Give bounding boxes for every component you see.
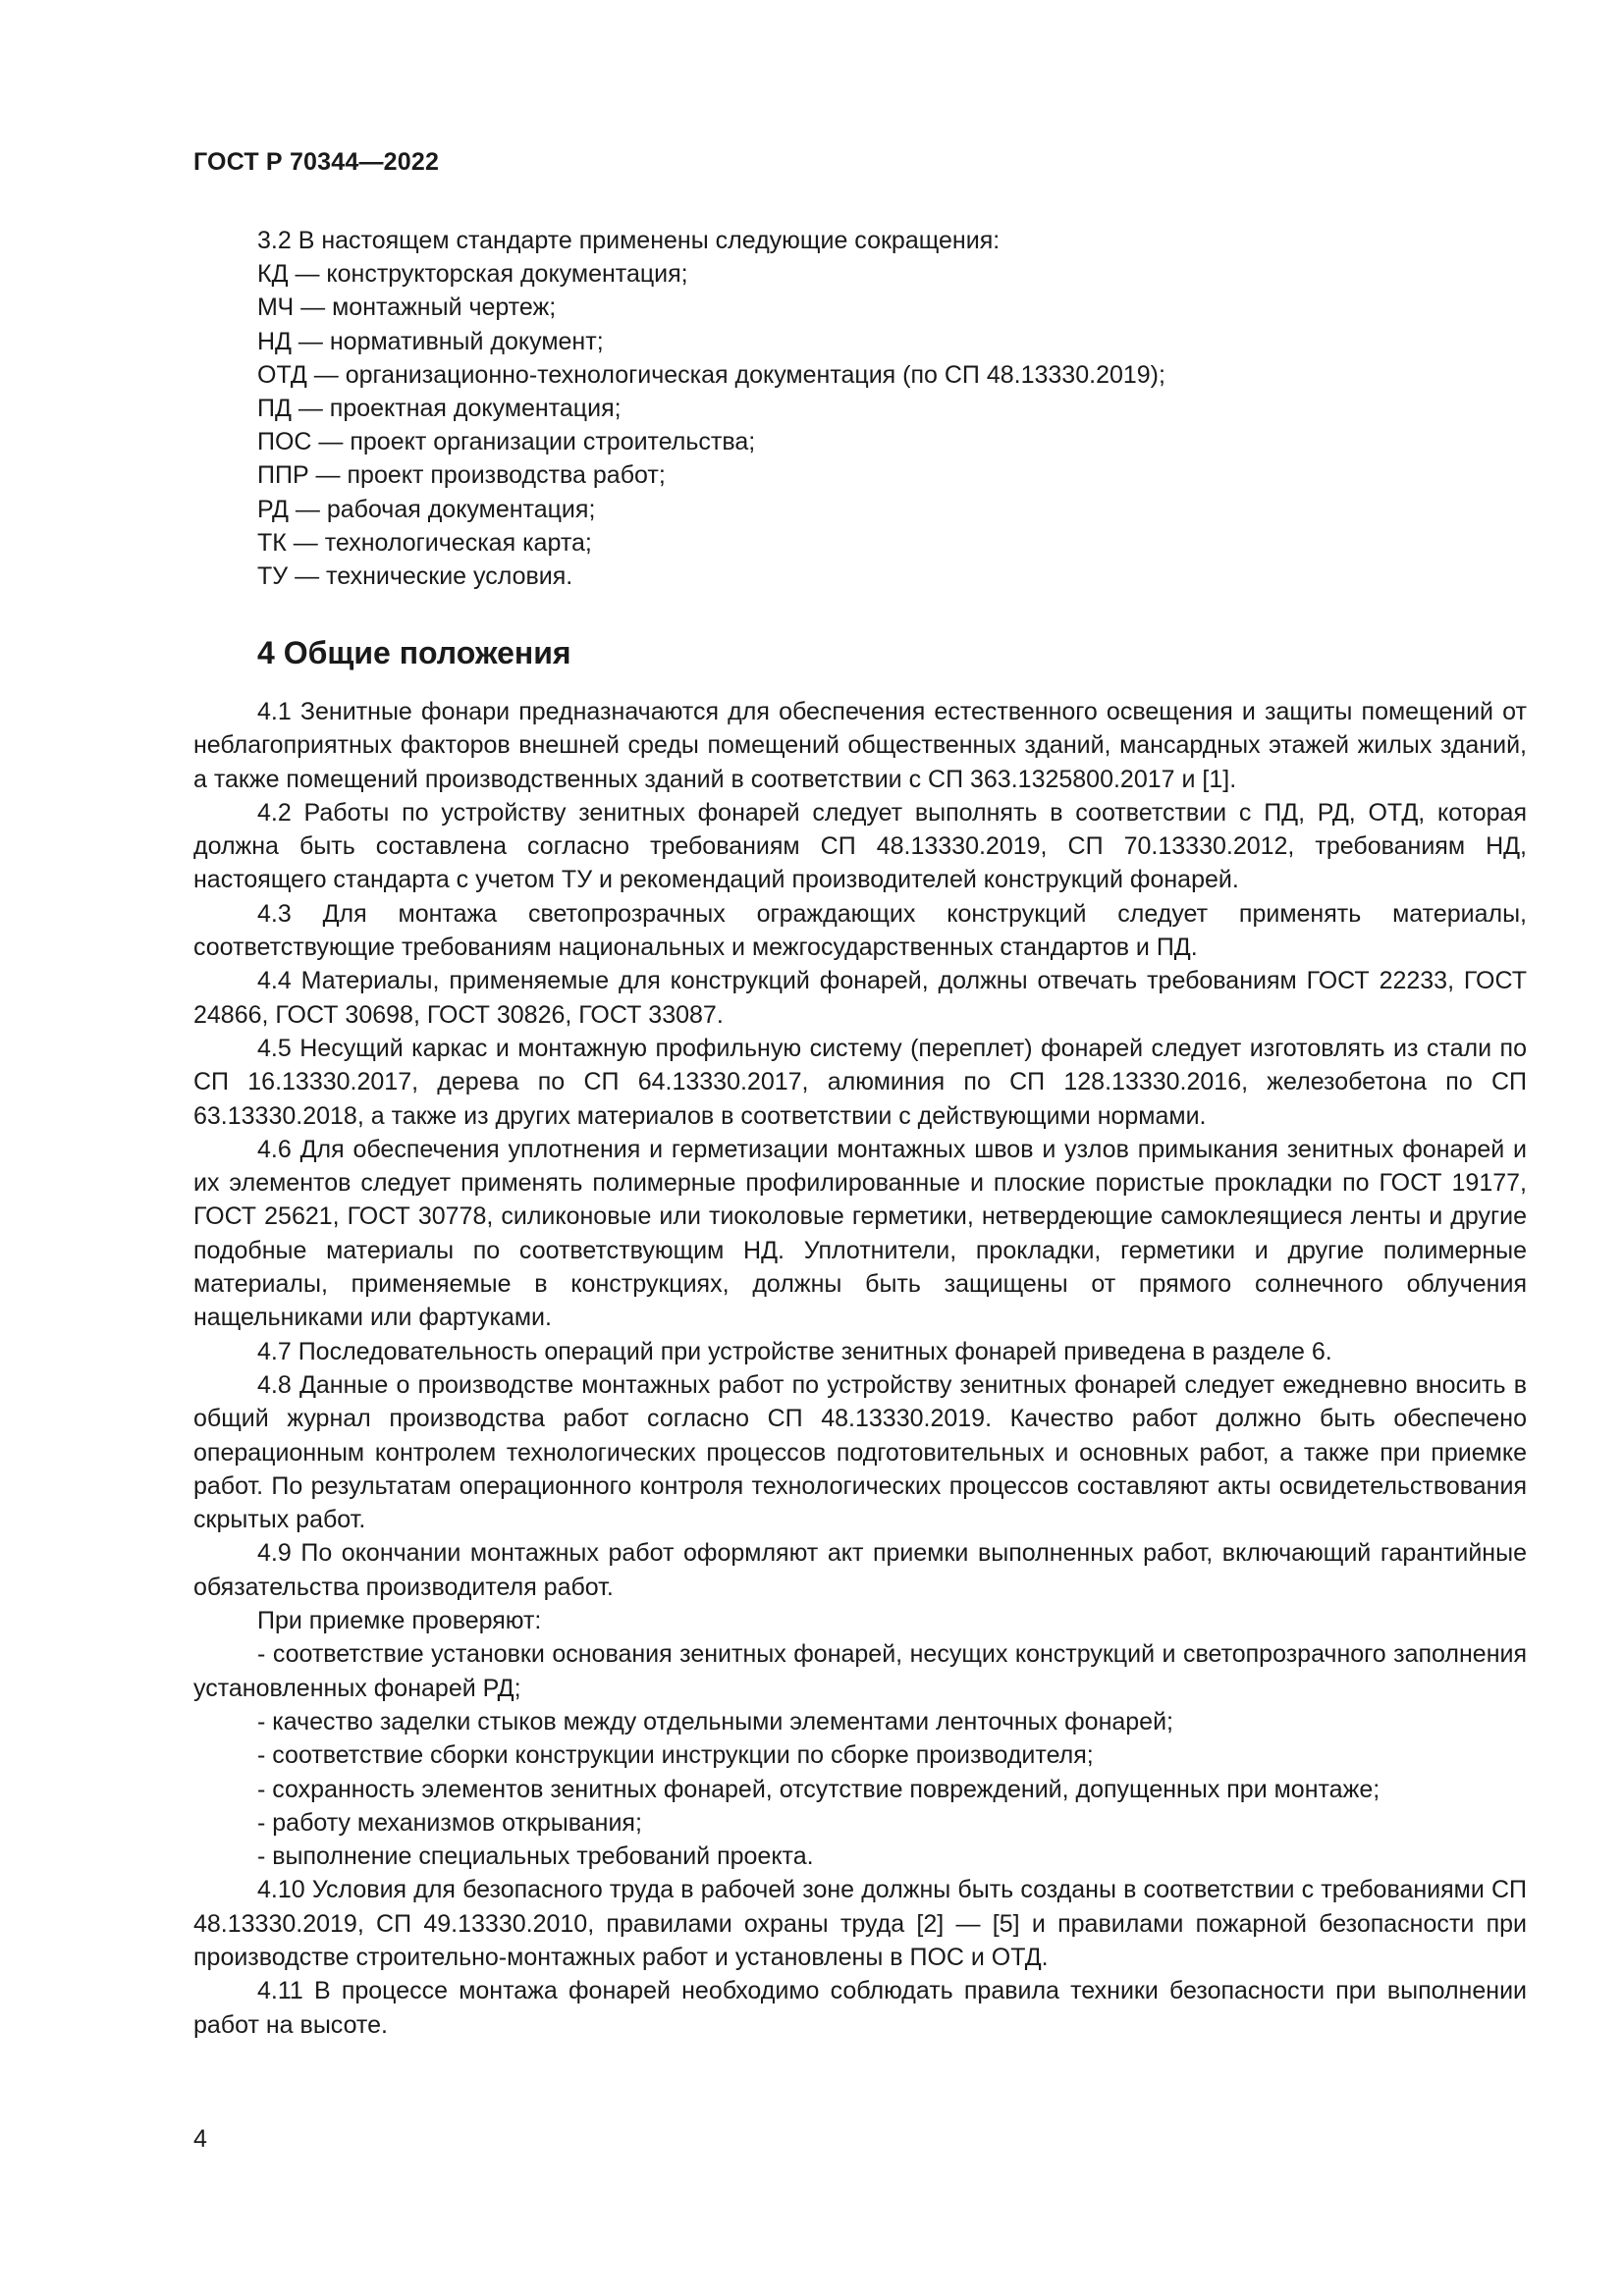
abbreviation-item: ПОС — проект организации строительства; [257,428,756,456]
paragraph-4-1: 4.1 Зенитные фонари предназначаются для обеспечения естественного освещения и защиты помещений от неблагоприятных факторов внешней среды помещений общественных зданий, мансардных этажей жилых зданий, а также помещений производственных зданий в соответствии с СП 363.1325800.2017 и [1]. [193,698,1527,793]
abbreviations-list [257,224,1534,593]
abbreviation-item: КД — конструкторская документация; [257,260,688,289]
abbreviation-item: МЧ — монтажный чертеж; [257,294,557,322]
standard-header: ГОСТ Р 70344—2022 [193,148,440,176]
paragraph-4-4: 4.4 Материалы, применяемые для конструкций фонарей, должны отвечать требованиям ГОСТ 22233, ГОСТ 24866, ГОСТ 30698, ГОСТ 30826, ГОСТ 33087. [193,967,1527,1029]
abbreviation-item: РД — рабочая документация; [257,495,596,523]
abbreviation-item: ТК — технологическая карта; [257,528,592,557]
paragraph-4-2: 4.2 Работы по устройству зенитных фонарей следует выполнять в соответствии с ПД, РД, ОТД, которая должна быть составлена согласно требованиям СП 48.13330.2019, СП 70.13330.2012, требованиям НД, настоящего стандарта с учетом ТУ и рекомендаций производителей конструкций фонарей. [193,798,1527,894]
section-title: 4 Общие положения [257,635,571,670]
abbreviation-item: ТУ — технические условия. [257,562,573,591]
abbreviation-item: ППР — проект производства работ; [257,461,666,490]
section-body [193,695,1527,2042]
paragraph-4-5: 4.5 Несущий каркас и монтажную профильную систему (переплет) фонарей следует изготовлять из стали по СП 16.13330.2017, дерева по СП 64.13330.2017, алюминия по СП 128.13330.2016, железобетона по СП 63.13330.2018, а также из других материалов в соответствии с действующими нормами. [193,1034,1527,1130]
paragraph-4-9: 4.9 По окончании монтажных работ оформляют акт приемки выполненных работ, включающий гарантийные обязательства производителя работ. [193,1539,1527,1601]
paragraph-4-6: 4.6 Для обеспечения уплотнения и герметизации монтажных швов и узлов примыкания зенитных фонарей и их элементов следует применять полимерные профилированные и плоские пористые прокладки по ГОСТ 19177, ГОСТ 25621, ГОСТ 30778, силиконовые или тиоколовые герметики, нетвердеющие самоклеящиеся ленты и другие подобные материалы по соответствующим НД. Уплотнители, прокладки, герметики и другие полимерные материалы, применяемые в конструкциях, должны быть защищены от прямого солнечного облучения нащельниками или фартуками. [193,1135,1527,1332]
abbreviation-item: ОТД — организационно-технологическая документация (по СП 48.13330.2019); [257,360,1165,389]
acceptance-item: - качество заделки стыков между отдельными элементами ленточных фонарей; [257,1707,1173,1735]
paragraph-4-7: 4.7 Последовательность операций при устройстве зенитных фонарей приведена в разделе 6. [257,1337,1332,1365]
acceptance-item: - соответствие сборки конструкции инструкции по сборке производителя; [257,1741,1094,1770]
abbreviation-item: НД — нормативный документ; [257,327,604,355]
abbreviation-item: ПД — проектная документация; [257,395,622,423]
acceptance-item: - соответствие установки основания зенитных фонарей, несущих конструкций и светопрозрачного заполнения установленных фонарей РД; [193,1640,1527,1702]
acceptance-intro: При приемке проверяют: [257,1607,542,1635]
paragraph-4-3: 4.3 Для монтажа светопрозрачных ограждающих конструкций следует применять материалы, соответствующие требованиям национальных и межгосударственных стандартов и ПД. [193,899,1527,962]
acceptance-item: - сохранность элементов зенитных фонарей, отсутствие повреждений, допущенных при монтаже; [257,1775,1380,1803]
acceptance-item: - работу механизмов открывания; [257,1808,642,1837]
abbreviations-intro: 3.2 В настоящем стандарте применены следующие сокращения: [257,227,1001,254]
paragraph-4-11: 4.11 В процессе монтажа фонарей необходимо соблюдать правила техники безопасности при выполнении работ на высоте. [193,1977,1527,2039]
page-number: 4 [193,2125,207,2153]
acceptance-item: - выполнение специальных требований проекта. [257,1842,814,1871]
paragraph-4-10: 4.10 Условия для безопасного труда в рабочей зоне должны быть созданы в соответствии с требованиями СП 48.13330.2019, СП 49.13330.2010, правилами охраны труда [2] — [5] и правилами пожарной безопасности при производстве строительно-монтажных работ и установлены в ПОС и ОТД. [193,1876,1527,1971]
paragraph-4-8: 4.8 Данные о производстве монтажных работ по устройству зенитных фонарей следует ежедневно вносить в общий журнал производства работ согласно СП 48.13330.2019. Качество работ должно быть обеспечено операционным контролем технологических процессов подготовительных и основных работ, а также при приемке работ. По результатам операционного контроля технологических процессов составляют акты освидетельствования скрытых работ. [193,1370,1527,1534]
